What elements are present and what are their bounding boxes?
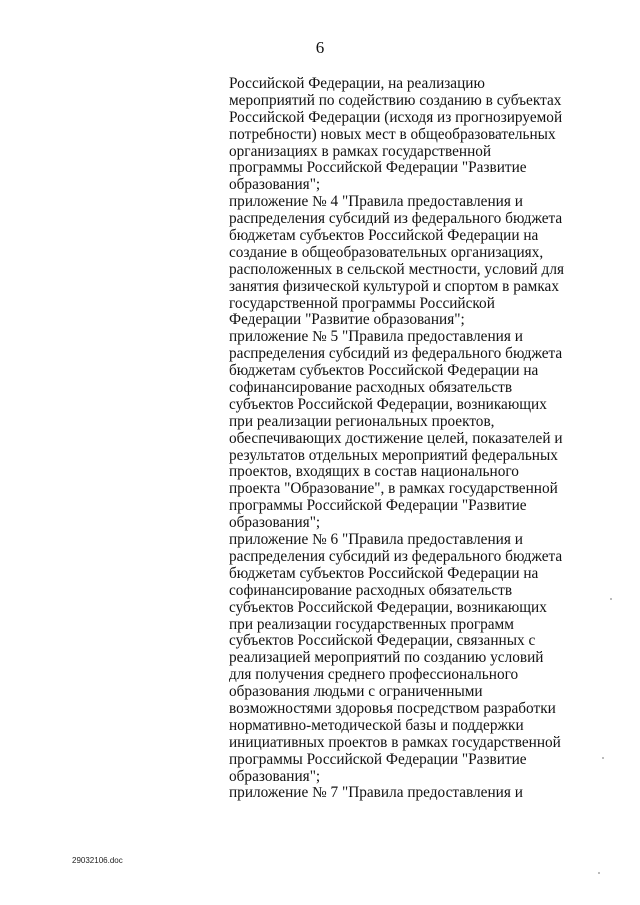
- text-line: потребности) новых мест в общеобразовательных: [229, 125, 556, 143]
- text-line: мероприятий по содействию созданию в субъектах: [229, 91, 562, 109]
- text-line: субъектов Российской Федерации, связанных с: [229, 632, 536, 650]
- scan-speck: [598, 872, 600, 874]
- text-line: распределения субсидий из федерального бюджета: [229, 547, 563, 565]
- text-line: проекта "Образование", в рамках государственной: [229, 480, 558, 498]
- text-line: Российской Федерации, на реализацию: [229, 75, 485, 92]
- text-line: программы Российской Федерации "Развитие: [229, 750, 527, 768]
- text-line: распределения субсидий из федерального бюджета: [229, 210, 563, 228]
- footer-filename: 29032106.doc: [72, 856, 123, 865]
- text-line: приложение № 5 "Правила предоставления и: [229, 328, 523, 346]
- text-line: для получения среднего профессионального: [229, 666, 519, 684]
- scan-speck: [610, 598, 612, 600]
- body-text: [229, 76, 569, 802]
- text-line: бюджетам субъектов Российской Федерации на: [229, 362, 539, 380]
- text-line: государственной программы Российской: [229, 294, 495, 312]
- text-line: нормативно-методической базы и поддержки: [229, 716, 524, 734]
- text-line: Федерации "Развитие образования";: [229, 311, 465, 329]
- text-line: создание в общеобразовательных организациях,: [229, 243, 544, 261]
- scan-speck: [602, 757, 604, 759]
- text-line: организациях в рамках государственной: [229, 142, 492, 160]
- text-line: обеспечивающих достижение целей, показателей и: [229, 429, 563, 447]
- text-line: результатов отдельных мероприятий федеральных: [229, 446, 558, 464]
- text-line: бюджетам субъектов Российской Федерации на: [229, 564, 539, 582]
- text-line: инициативных проектов в рамках государственной: [229, 733, 561, 751]
- text-line: возможностями здоровья посредством разработки: [229, 699, 556, 717]
- text-line: проектов, входящих в состав национального: [229, 463, 519, 481]
- text-line: реализацией мероприятий по созданию условий: [229, 649, 544, 667]
- text-line: программы Российской Федерации "Развитие: [229, 159, 527, 177]
- text-line: образования людьми с ограниченными: [229, 683, 483, 701]
- text-line: при реализации региональных проектов,: [229, 412, 495, 430]
- text-line: приложение № 7 "Правила предоставления и: [229, 784, 523, 802]
- text-line: при реализации государственных программ: [229, 615, 514, 633]
- text-line: бюджетам субъектов Российской Федерации на: [229, 227, 539, 245]
- text-line: программы Российской Федерации "Развитие: [229, 497, 527, 515]
- text-line: занятия физической культурой и спортом в рамках: [229, 277, 559, 295]
- page-number: 6: [315, 38, 325, 57]
- text-line: софинансирование расходных обязательств: [229, 379, 513, 397]
- text-line: расположенных в сельской местности, условий для: [229, 260, 565, 278]
- text-line: образования";: [229, 767, 321, 785]
- text-line: приложение № 6 "Правила предоставления и: [229, 531, 523, 549]
- text-line: образования";: [229, 514, 321, 532]
- text-line: субъектов Российской Федерации, возникающих: [229, 395, 547, 413]
- text-line: распределения субсидий из федерального бюджета: [229, 345, 563, 363]
- text-line: Российской Федерации (исходя из прогнозируемой: [229, 108, 563, 126]
- text-line: приложение № 4 "Правила предоставления и: [229, 193, 523, 211]
- text-line: софинансирование расходных обязательств: [229, 581, 513, 599]
- text-line: образования";: [229, 176, 321, 194]
- text-line: субъектов Российской Федерации, возникающих: [229, 598, 547, 616]
